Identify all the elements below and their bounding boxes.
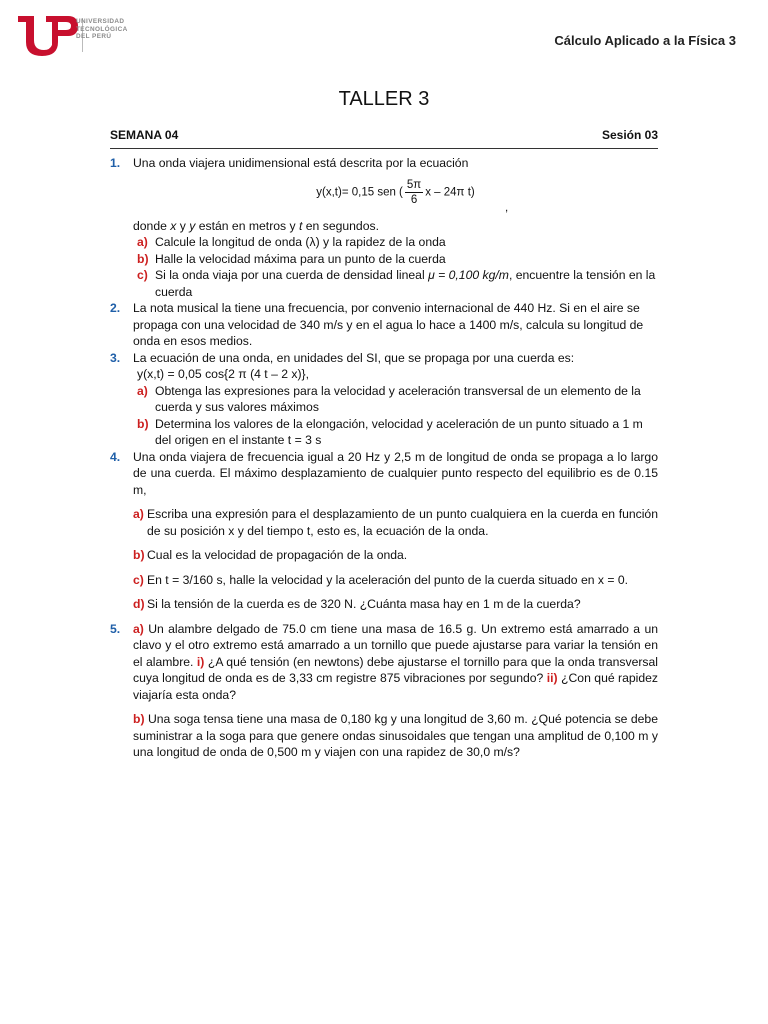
sub-question-a bbox=[133, 234, 658, 251]
sub-question-b bbox=[133, 547, 658, 564]
sub-letter: c) bbox=[137, 268, 148, 282]
sub-letter: a) bbox=[133, 507, 144, 521]
equation-comma: , bbox=[505, 201, 509, 214]
linear-density: μ = 0,100 kg/m bbox=[428, 268, 509, 282]
week-session-row bbox=[110, 126, 658, 149]
question-number: 3. bbox=[110, 350, 121, 365]
sub-question-d bbox=[133, 596, 658, 613]
item-text-ii: ¿Con qué rapidez viajaría esta onda? bbox=[133, 671, 659, 702]
logo-line-3: DEL PERÚ bbox=[76, 33, 112, 40]
question-number: 2. bbox=[110, 301, 121, 315]
fraction bbox=[405, 178, 423, 207]
sub-letter: a) bbox=[137, 235, 148, 249]
sub-letter: c) bbox=[133, 572, 144, 587]
equation-left: y(x,t)= 0,15 sen ( bbox=[316, 186, 403, 199]
sub-letter: a) bbox=[133, 621, 144, 636]
item-text-i: ¿A qué tensión (en newtons) debe ajustarse el tornillo para que la onda transversal cuya longitud de onda es de 3,33 cm registre 875 vibraciones por segundo? bbox=[133, 654, 658, 685]
sub-text: Una soga tensa tiene una masa de 0,180 kg y una longitud de 3,60 m. ¿Qué potencia se debe suministrar a la soga para que genere ondas sinusoidales que tengan una amplitud de 0,100 m y una longitud de onda de 0,500 m y viajen con una rapidez de 30,0 m/s? bbox=[133, 712, 658, 759]
sub-text: Halle la velocidad máxima para un punto de la cuerda bbox=[155, 251, 446, 266]
sub-text: Si la tensión de la cuerda es de 320 N. ¿Cuánta masa hay en 1 m de la cuerda? bbox=[147, 597, 581, 611]
page-title: TALLER 3 bbox=[338, 88, 430, 110]
logo-wordmark bbox=[76, 18, 146, 41]
wave-equation: y(x,t) = 0,05 cos{2 π (4 t – 2 x)}, bbox=[137, 367, 309, 381]
question-2 bbox=[110, 300, 658, 350]
sub-text: Calcule la longitud de onda (λ) y la rapidez de la onda bbox=[155, 235, 446, 249]
sub-text: En t = 3/160 s, halle la velocidad y la aceleración del punto de la cuerda situado en x = 0. bbox=[147, 572, 629, 587]
variable-note: donde x y y están en metros y t en segundos. bbox=[133, 218, 379, 233]
exercise-list bbox=[110, 155, 658, 761]
sub-text: Determina los valores de la elongación, velocidad y aceleración de un punto situado a 1 m del origen en el instante t = 3 s bbox=[155, 416, 643, 447]
question-5 bbox=[110, 621, 658, 761]
question-number: 1. bbox=[110, 156, 121, 170]
sub-letter: d) bbox=[133, 597, 145, 611]
sub-letter: b) bbox=[133, 548, 145, 562]
course-title: Cálculo Aplicado a la Física 3 bbox=[554, 33, 736, 48]
sub-letter: b) bbox=[133, 712, 145, 726]
question-1 bbox=[110, 155, 658, 300]
fraction-numerator: 5π bbox=[406, 178, 422, 191]
logo-line-1: UNIVERSIDAD bbox=[76, 18, 125, 25]
equation-right: x – 24π t) bbox=[425, 186, 475, 199]
sub-question-a bbox=[133, 383, 658, 416]
sub-text: Si la onda viaja por una cuerda de densidad lineal bbox=[155, 268, 429, 282]
sub-letter: b) bbox=[137, 416, 149, 431]
question-text: Una onda viajera unidimensional está descrita por la ecuación bbox=[133, 156, 469, 170]
sub-question-a bbox=[133, 621, 658, 704]
fraction-denominator: 6 bbox=[410, 193, 418, 206]
session-label: Sesión 03 bbox=[601, 128, 658, 142]
sub-letter: a) bbox=[137, 383, 148, 398]
item-letter-ii: ii) bbox=[546, 671, 558, 685]
sub-text-end: , encuentre la tensión en la cuerda bbox=[155, 268, 656, 299]
question-text: Una onda viajera de frecuencia igual a 20 Hz y 2,5 m de longitud de onda se propaga a lo largo de una cuerda. El máximo desplazamiento de cualquier punto respecto del equilibrio es de 0.15 m, bbox=[133, 449, 658, 497]
sub-question-c bbox=[133, 267, 658, 300]
question-text: La ecuación de una onda, en unidades del SI, que se propaga por una cuerda es: bbox=[133, 350, 575, 365]
sub-question-b bbox=[133, 416, 658, 449]
sub-question-b bbox=[133, 251, 658, 268]
sub-question-a bbox=[133, 506, 658, 539]
sub-question-c bbox=[133, 572, 658, 589]
sub-text: Escriba una expresión para el desplazamiento de un punto cualquiera en la cuerda en función de su posición x y del tiempo t, esto es, la ecuación de la onda. bbox=[147, 507, 658, 538]
sub-letter: b) bbox=[137, 251, 149, 266]
question-3 bbox=[110, 350, 658, 449]
question-text: La nota musical la tiene una frecuencia, por convenio internacional de 440 Hz. Si en el aire se propaga con una velocidad de 340 m/s y en el agua lo hace a 1400 m/s, calcula su longitud de onda en esos medios. bbox=[133, 301, 644, 348]
sub-question-b bbox=[133, 711, 658, 761]
sub-text: Obtenga las expresiones para la velocidad y aceleración transversal de un elemento de la cuerda y sus valores máximos bbox=[155, 383, 641, 414]
question-number: 5. bbox=[110, 621, 121, 636]
sub-text: Un alambre delgado de 75.0 cm tiene una masa de 16.5 g. Un extremo está amarrado a un clavo y el otro extremo está amarrado a un tornillo que puede ajustarse para variar la tensión en el alambre. bbox=[133, 621, 659, 669]
question-4 bbox=[110, 449, 658, 613]
week-label: SEMANA 04 bbox=[110, 128, 179, 142]
question-number: 4. bbox=[110, 449, 121, 464]
logo-line-2: TECNOLÓGICA bbox=[76, 25, 128, 33]
wave-equation bbox=[133, 178, 658, 214]
sub-text: Cual es la velocidad de propagación de la onda. bbox=[147, 548, 408, 562]
item-letter-i: i) bbox=[196, 654, 205, 669]
